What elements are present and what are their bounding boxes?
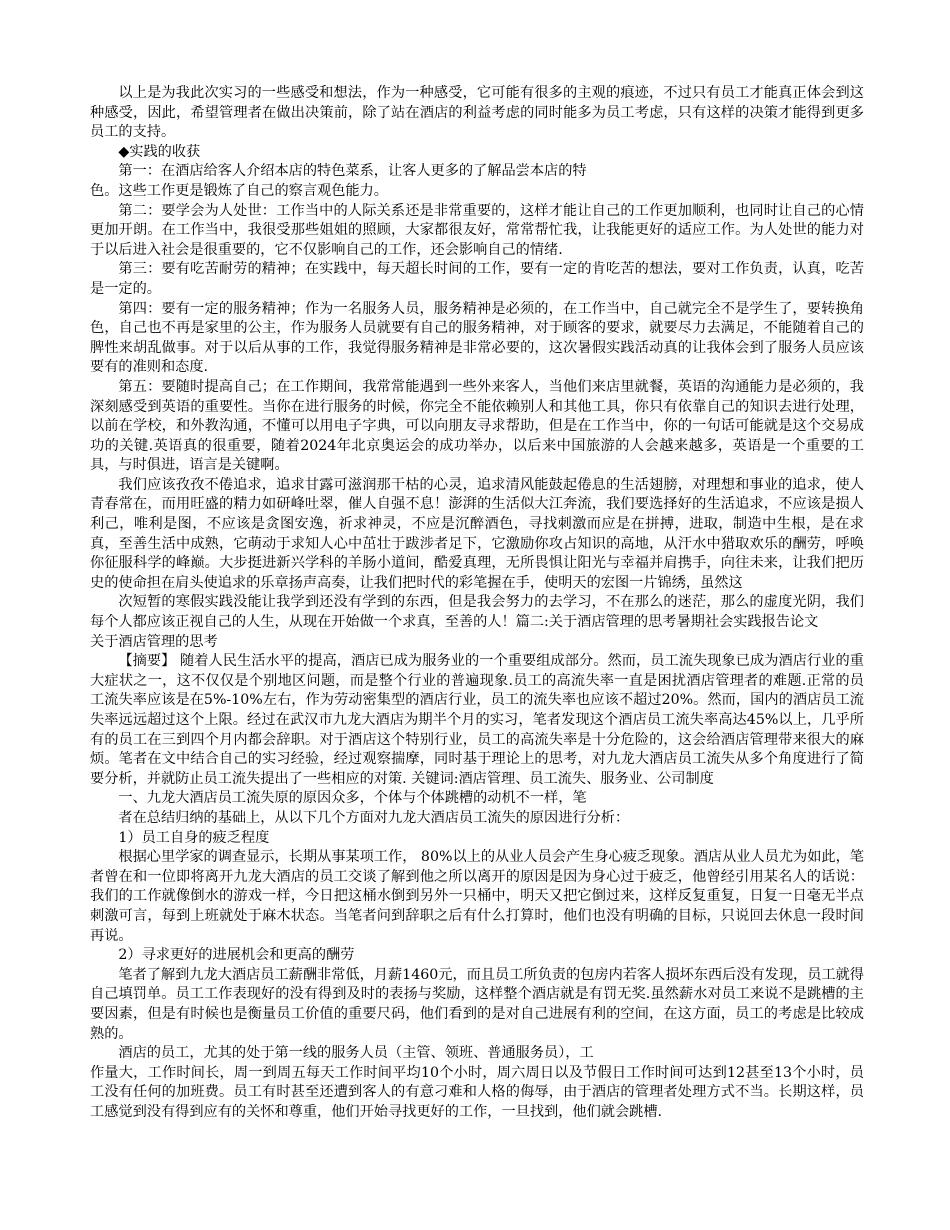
paragraph-second-point: 第二：要学会为人处世：工作当中的人际关系还是非常重要的，这样才能让自己的工作更加顺利，也同时让自己的心情更加开朗。在工作当中，我很受那些姐姐的照顾，大家都很友好，常常帮忙我，让我能更好的适应工作。为人处世的能力对于以后进入社会是很重要的，它不仅影响自己的工作，还会影响自己的情绪. xyxy=(90,202,864,258)
paragraph-abstract: 【摘要】 随着人民生活水平的提高，酒店已成为服务业的一个重要组成部分。然而，员工流失现象已成为酒店行业的重大症状之一，这不仅仅是个别地区问题，而是整个行业的普遍现象.员工的高流失率一直是困扰酒店管理者的难题.正常的员工流失率应该是在5%-10%左右，作为劳动密集型的酒店行业，员工的流失率也应该不超过20%。然而，国内的酒店员工流失率远远超过这个上限。经过在武汉市九龙大酒店为期半个月的实习，笔者发现这个酒店员工流失率高达45%以上，几乎所有的员工在三到四个月内都会辞职。对于酒店这个特别行业，员工的高流失率是十分危险的，这会给酒店管理带来很大的麻烦。笔者在文中结合自己的实习经验，经过观察揣摩，同时基于理论上的思考，对九龙大酒店员工流失从多个角度进行了简要分析，并就防止员工流失提出了一些相应的对策. 关键词:酒店管理、员工流失、服务业、公司制度 xyxy=(90,653,864,787)
subheading-opportunity-pay: 2）寻求更好的进展机会和更高的酬劳 xyxy=(118,947,355,964)
paragraph-first-point: 第一：在酒店给客人介绍本店的特色菜系，让客人更多的了解品尝本店的特 xyxy=(118,163,587,180)
paragraph-first-point-continued: 色。这些工作更是锻炼了自己的察言观色能力。 xyxy=(90,182,388,199)
paragraph-section-one-intro: 一、九龙大酒店员工流失原的原因众多，个体与个体跳槽的动机不一样，笔 xyxy=(118,790,587,807)
subheading-fatigue: 1）员工自身的疲乏程度 xyxy=(118,829,270,846)
heading-practice-gains: ◆实践的收获 xyxy=(118,143,201,160)
section-title-hotel-management: 关于酒店管理的思考 xyxy=(90,633,218,650)
paragraph-feelings-summary: 以上是为我此次实习的一些感受和想法，作为一种感受，它可能有很多的主观的痕迹，不过只有员工才能真正体会到这种感受，因此，希望管理者在做出决策前，除了站在酒店的利益考虑的同时能多为员工考虑，只有这样的决策才能得到更多员工的支持。 xyxy=(90,85,864,141)
paragraph-pursuit: 我们应该孜孜不倦追求，追求甘露可滋润那干枯的心灵，追求清风能鼓起倦息的生活翅膀，对理想和事业的追求，使人青春常在，而用旺盛的精力如研峰吐翠，催人自强不息！澎湃的生活似大江奔流，我们要选择好的生活追求，不应该是损人利己，唯利是图，不应该是贪图安逸，祈求神灵，不应是沉醉酒色，寻找刺激而应是在拼搏，进取，制造中生根，是在求真，至善生活中成熟，它萌动于求知人心中茁壮于跋涉者足下，它激励你攻占知识的高地，从汗水中猎取欢乐的酬劳，呼唤你征服科学的峰巅。大步挺进新兴学科的羊肠小道间，酷爱真理，无所畏惧让阳光与幸福并肩携手，向往未来，让我们把历史的使命担在肩头使追求的乐章扬声高奏，让我们把时代的彩笔握在手，使明天的宏图一片锦绣，虽然这 xyxy=(90,476,864,591)
paragraph-frontline-staff: 酒店的员工，尤其的处于第一线的服务人员（主管、领班、普通服务员），工 xyxy=(118,1045,594,1062)
paragraph-salary: 笔者了解到九龙大酒店员工薪酬非常低，月薪1460元，而且员工所负责的包房内若客人损坏东西后没有发现，员工就得自己填罚单。员工工作表现好的没有得到及时的表扬与奖励，这样整个酒店就是有罚无奖.虽然薪水对员工来说不是跳槽的主要因素，但是有时候也是衡量员工价值的重要尺码，他们看到的是对自己进展有利的空间，在这方面，员工的考虑是比较成熟的。 xyxy=(90,966,864,1042)
paragraph-fourth-point: 第四：要有一定的服务精神；作为一名服务人员，服务精神是必须的，在工作当中，自己就完全不是学生了，要转换角色，自己也不再是家里的公主，作为服务人员就要有自己的服务精神，对于顾客的要求，就要尽力去满足，不能随着自己的脾性来胡乱做事。对于以后从事的工作，我觉得服务精神是非常必要的，这次暑假实践活动真的让我体会到了服务人员应该要有的准则和态度. xyxy=(90,300,864,376)
paragraph-workload: 作量大，工作时间长，周一到周五每天工作时间平均10个小时，周六周日以及节假日工作时间可达到12甚至13个小时，员工没有任何的加班费。员工有时甚至还遭到客人的有意刁难和人格的侮辱，由于酒店的管理者处理方式不当。长期这样，员工感觉到没有得到应有的关怀和尊重，他们开始寻找更好的工作，一旦找到，他们就会跳槽. xyxy=(90,1064,864,1120)
paragraph-section-one-continued: 者在总结归纳的基础上，从以下几个方面对九龙大酒店员工流失的原因进行分析： xyxy=(118,809,630,826)
paragraph-winter-practice: 次短暂的寒假实践没能让我学到还没有学到的东西，但是我会努力的去学习，不在那么的迷茫，那么的虚度光阴，我们每个人都应该正视自己的人生，从现在开始做一个求真，至善的人！篇二:关于酒店管理的思考暑期社会实践报告论文 xyxy=(90,594,864,631)
paragraph-third-point: 第三：要有吃苦耐劳的精神；在实践中，每天超长时间的工作，要有一定的肯吃苦的想法，要对工作负责，认真，吃苦是一定的。 xyxy=(90,261,864,297)
paragraph-fifth-point: 第五：要随时提高自己；在工作期间，我常常能遇到一些外来客人，当他们来店里就餐，英语的沟通能力是必须的，我深刻感受到英语的重要性。当你在进行服务的时候，你完全不能依赖别人和其他工具，你只有依靠自己的知识去进行处理，以前在学校，和外教沟通，不懂可以用电子字典，可以向朋友寻求帮助，但是在工作当中，你的一句话可能就是这个交易成功的关键.英语真的很重要，随着2024年北京奥运会的成功举办，以后来中国旅游的人会越来越多，英语是一个重要的工具，与时俱进，语言是关键啊。 xyxy=(90,378,864,474)
paragraph-fatigue: 根据心里学家的调查显示，长期从事某项工作， 80%以上的从业人员会产生身心疲乏现象。酒店从业人员尤为如此，笔者曾在和一位即将离开九龙大酒店的员工交谈了解到他之所以离开的原因是因为身心过于疲乏，他曾经引用某名人的话说：我们的工作就像倒水的游戏一样，今日把这桶水倒到另外一只桶中，明天又把它倒过来，这样反复重复，日复一日毫无半点刺激可言，每到上班就处于麻木状态。当笔者问到辞职之后有什么打算时，他们也没有明确的目标，只说回去休息一段时间再说。 xyxy=(90,849,864,944)
